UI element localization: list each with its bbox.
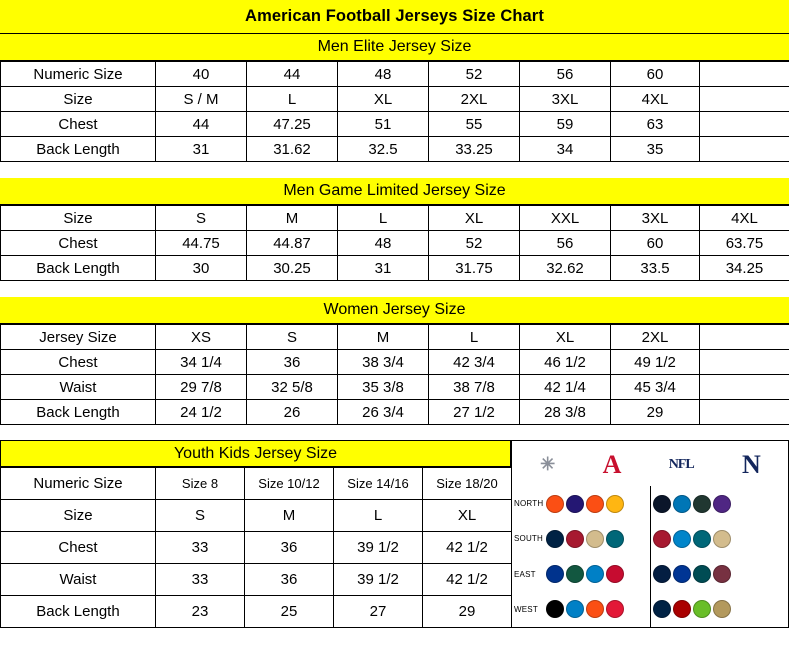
table-row — [1, 350, 789, 375]
table-row — [1, 231, 789, 256]
cell: 32.5 — [338, 137, 429, 162]
team-logo-icon — [606, 565, 624, 583]
cell: 52 — [429, 231, 520, 256]
cell: 26 — [247, 400, 338, 425]
team-logo-icon — [673, 600, 691, 618]
section-header-youth — [0, 440, 511, 467]
cell: 39 1/2 — [334, 564, 423, 596]
cell: 33 — [156, 532, 245, 564]
table-row — [1, 532, 512, 564]
row-label: Size — [1, 500, 156, 532]
table-men-game-limited — [0, 205, 789, 281]
row-label: Jersey Size — [1, 325, 156, 350]
cell: XL — [520, 325, 611, 350]
cell: 44.87 — [247, 231, 338, 256]
table-row — [1, 325, 789, 350]
cell: 46 1/2 — [520, 350, 611, 375]
cell: 42 1/2 — [423, 532, 512, 564]
cell: L — [247, 87, 338, 112]
row-label: Waist — [1, 564, 156, 596]
team-logo-icon — [653, 600, 671, 618]
nfl-star-logo-icon: ✳ — [540, 454, 555, 474]
nfc-division-south — [651, 521, 789, 556]
team-logo-icon — [606, 530, 624, 548]
spacer — [0, 425, 789, 440]
cell-empty — [700, 375, 789, 400]
afc-division-west — [512, 592, 650, 627]
team-logo-icon — [673, 530, 691, 548]
table-row — [1, 596, 512, 628]
team-logo-icon — [586, 495, 604, 513]
page-title-bar — [0, 0, 789, 34]
table-row — [1, 375, 789, 400]
division-label: WEST — [514, 604, 538, 614]
cell: M — [338, 325, 429, 350]
cell: 48 — [338, 231, 429, 256]
cell: 35 3/8 — [338, 375, 429, 400]
league-logo-row — [512, 441, 788, 486]
team-logo-icon — [653, 530, 671, 548]
cell: 4XL — [611, 87, 700, 112]
cell: 26 3/4 — [338, 400, 429, 425]
team-logo-icon — [566, 530, 584, 548]
table-row — [1, 206, 789, 231]
cell: 33.5 — [611, 256, 700, 281]
nfc-logo-icon: N — [742, 449, 760, 479]
cell-empty — [700, 62, 789, 87]
cell: 4XL — [700, 206, 789, 231]
cell: XXL — [520, 206, 611, 231]
cell: Size 10/12 — [245, 468, 334, 500]
cell: XL — [338, 87, 429, 112]
row-label: Numeric Size — [1, 468, 156, 500]
bottom-area — [0, 440, 789, 628]
page-title: American Football Jerseys Size Chart — [245, 7, 544, 25]
cell: S — [156, 206, 247, 231]
cell: Size 18/20 — [423, 468, 512, 500]
row-label: Size — [1, 206, 156, 231]
cell: 38 7/8 — [429, 375, 520, 400]
nfc-division-north — [651, 486, 789, 521]
table-row — [1, 500, 512, 532]
cell: 56 — [520, 62, 611, 87]
nfl-teams-panel — [511, 440, 789, 628]
cell: 29 — [611, 400, 700, 425]
cell: 32 5/8 — [247, 375, 338, 400]
team-logo-icon — [713, 495, 731, 513]
cell-empty — [700, 137, 789, 162]
spacer — [0, 281, 789, 297]
afc-column — [512, 486, 650, 627]
team-logo-icon — [713, 565, 731, 583]
table-men-elite — [0, 61, 789, 162]
row-label: Waist — [1, 375, 156, 400]
cell: 31.62 — [247, 137, 338, 162]
cell: 32.62 — [520, 256, 611, 281]
afc-logo-icon: A — [602, 449, 621, 479]
team-logo-icon — [673, 565, 691, 583]
cell: 29 7/8 — [156, 375, 247, 400]
team-logo-icon — [673, 495, 691, 513]
cell: 27 1/2 — [429, 400, 520, 425]
cell: 23 — [156, 596, 245, 628]
table-youth — [0, 467, 512, 628]
youth-block — [0, 440, 511, 628]
cell: Size 8 — [156, 468, 245, 500]
cell: 47.25 — [247, 112, 338, 137]
afc-division-south — [512, 521, 650, 556]
team-logo-icon — [693, 565, 711, 583]
cell: L — [334, 500, 423, 532]
cell-empty — [700, 87, 789, 112]
cell: 34 1/4 — [156, 350, 247, 375]
cell: 63.75 — [700, 231, 789, 256]
table-row — [1, 564, 512, 596]
team-logo-icon — [566, 495, 584, 513]
cell: 44 — [247, 62, 338, 87]
cell: 28 3/8 — [520, 400, 611, 425]
nfl-shield-logo-icon: NFL — [668, 456, 694, 472]
cell: 31.75 — [429, 256, 520, 281]
table-row — [1, 256, 789, 281]
cell: 3XL — [611, 206, 700, 231]
cell: 31 — [338, 256, 429, 281]
cell: 33 — [156, 564, 245, 596]
section-header-women — [0, 297, 789, 324]
team-logo-icon — [586, 600, 604, 618]
cell: 36 — [245, 564, 334, 596]
cell: S — [156, 500, 245, 532]
team-logo-icon — [653, 495, 671, 513]
cell-empty — [700, 325, 789, 350]
team-logo-icon — [586, 565, 604, 583]
cell-empty — [700, 112, 789, 137]
team-logo-icon — [566, 565, 584, 583]
division-label: SOUTH — [514, 534, 543, 544]
cell: 2XL — [611, 325, 700, 350]
afc-division-east — [512, 557, 650, 592]
cell: M — [245, 500, 334, 532]
row-label: Chest — [1, 532, 156, 564]
table-women — [0, 324, 789, 425]
cell: 44.75 — [156, 231, 247, 256]
cell: 42 1/4 — [520, 375, 611, 400]
row-label: Back Length — [1, 596, 156, 628]
cell: 63 — [611, 112, 700, 137]
nfc-column — [651, 486, 789, 627]
cell: 60 — [611, 62, 700, 87]
cell: 52 — [429, 62, 520, 87]
row-label: Chest — [1, 231, 156, 256]
row-label: Back Length — [1, 137, 156, 162]
team-logo-icon — [693, 495, 711, 513]
row-label: Back Length — [1, 400, 156, 425]
section-title: Youth Kids Jersey Size — [173, 444, 338, 462]
cell: 45 3/4 — [611, 375, 700, 400]
section-title: Women Jersey Size — [323, 301, 466, 318]
cell: S — [247, 325, 338, 350]
cell: 25 — [245, 596, 334, 628]
row-label: Numeric Size — [1, 62, 156, 87]
cell: 44 — [156, 112, 247, 137]
cell: 59 — [520, 112, 611, 137]
cell: 55 — [429, 112, 520, 137]
team-logo-icon — [653, 565, 671, 583]
team-logo-icon — [713, 530, 731, 548]
section-title: Men Elite Jersey Size — [317, 38, 472, 55]
table-row — [1, 87, 789, 112]
team-logo-icon — [546, 565, 564, 583]
team-logo-icon — [606, 495, 624, 513]
division-label: EAST — [514, 569, 536, 579]
cell: 29 — [423, 596, 512, 628]
cell: 36 — [247, 350, 338, 375]
team-logo-icon — [586, 530, 604, 548]
cell: L — [429, 325, 520, 350]
table-row — [1, 400, 789, 425]
team-logo-icon — [546, 600, 564, 618]
cell: 51 — [338, 112, 429, 137]
cell: 60 — [611, 231, 700, 256]
cell: L — [338, 206, 429, 231]
cell: XL — [429, 206, 520, 231]
nfc-division-east — [651, 557, 789, 592]
cell: 33.25 — [429, 137, 520, 162]
afc-division-north — [512, 486, 650, 521]
table-row — [1, 137, 789, 162]
row-label: Chest — [1, 350, 156, 375]
row-label: Size — [1, 87, 156, 112]
team-logo-icon — [546, 530, 564, 548]
cell: 36 — [245, 532, 334, 564]
team-logo-icon — [606, 600, 624, 618]
cell: M — [247, 206, 338, 231]
cell: 39 1/2 — [334, 532, 423, 564]
cell: 40 — [156, 62, 247, 87]
cell: 48 — [338, 62, 429, 87]
cell: 3XL — [520, 87, 611, 112]
cell: Size 14/16 — [334, 468, 423, 500]
cell: 56 — [520, 231, 611, 256]
team-logo-icon — [713, 600, 731, 618]
cell: XS — [156, 325, 247, 350]
row-label: Back Length — [1, 256, 156, 281]
spacer — [0, 162, 789, 178]
cell: XL — [423, 500, 512, 532]
cell: 49 1/2 — [611, 350, 700, 375]
cell: 42 3/4 — [429, 350, 520, 375]
nfc-division-west — [651, 592, 789, 627]
cell: 38 3/4 — [338, 350, 429, 375]
conference-grid — [512, 486, 788, 627]
table-row — [1, 468, 512, 500]
cell: 2XL — [429, 87, 520, 112]
table-row — [1, 112, 789, 137]
cell: 31 — [156, 137, 247, 162]
cell-empty — [700, 350, 789, 375]
team-logo-icon — [693, 600, 711, 618]
team-logo-icon — [546, 495, 564, 513]
row-label: Chest — [1, 112, 156, 137]
team-logo-icon — [693, 530, 711, 548]
cell: 34.25 — [700, 256, 789, 281]
cell: S / M — [156, 87, 247, 112]
cell: 35 — [611, 137, 700, 162]
cell-empty — [700, 400, 789, 425]
cell: 42 1/2 — [423, 564, 512, 596]
cell: 30.25 — [247, 256, 338, 281]
section-header-men-game-limited — [0, 178, 789, 205]
table-row — [1, 62, 789, 87]
cell: 24 1/2 — [156, 400, 247, 425]
division-label: NORTH — [514, 499, 544, 509]
section-header-men-elite — [0, 34, 789, 61]
section-title: Men Game Limited Jersey Size — [283, 182, 506, 199]
cell: 34 — [520, 137, 611, 162]
cell: 27 — [334, 596, 423, 628]
team-logo-icon — [566, 600, 584, 618]
cell: 30 — [156, 256, 247, 281]
